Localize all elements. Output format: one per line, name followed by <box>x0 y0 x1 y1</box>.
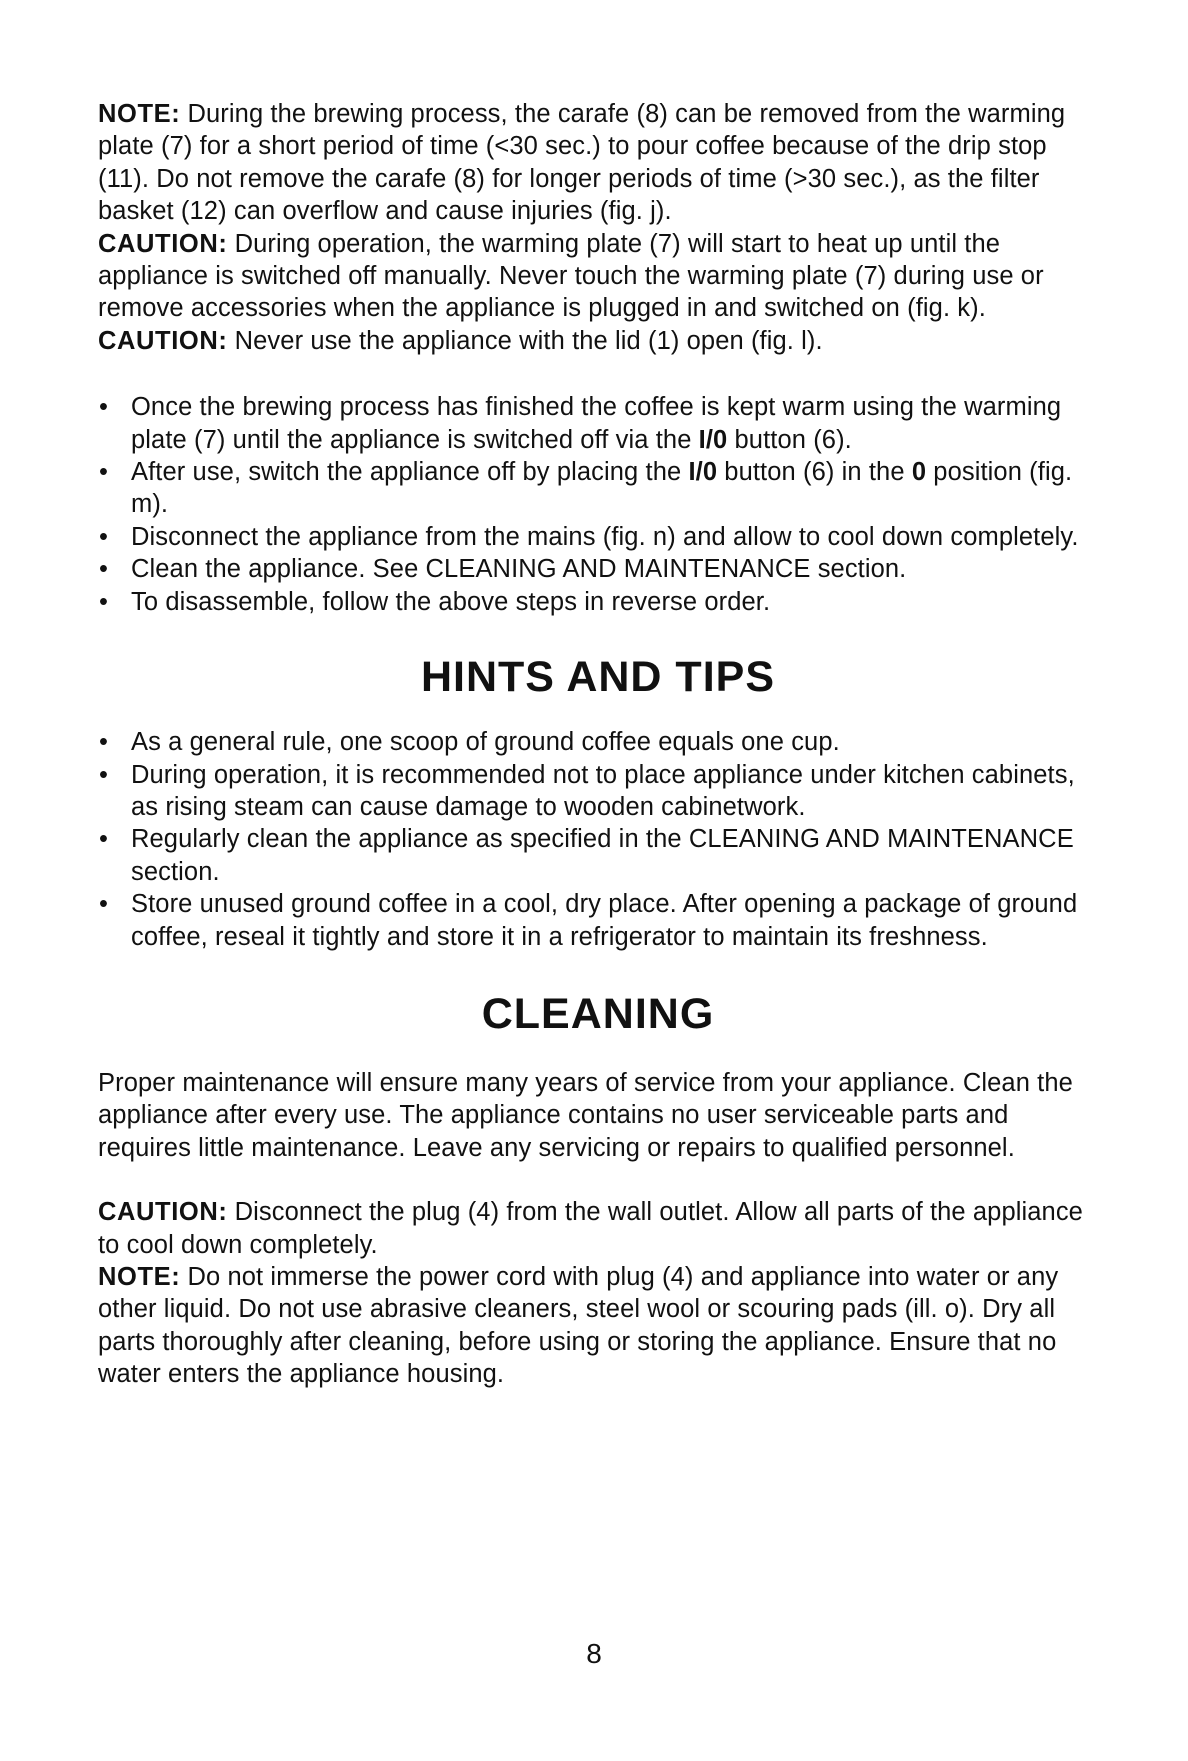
bullet-icon: • <box>99 587 109 616</box>
list-item: • To disassemble, follow the above steps in reverse order. <box>98 586 1098 618</box>
list-item: • After use, switch the appliance off by placing the I/0 button (6) in the 0 position (fig. m). <box>99 458 1073 519</box>
note-text: During the brewing process, the carafe (8) can be removed from the warming plate (7) for a short period of time (<30 sec.) to pour coffee because of the drip stop (11). Do not remove the carafe (8) for longer periods of time (>30 sec.), as the filter basket (12) can overflow and cause injuries (fig. j). <box>98 100 1066 226</box>
list-item: • Disconnect the appliance from the mains (fig. n) and allow to cool down completely. <box>98 521 1098 553</box>
bullet-icon: • <box>99 890 109 919</box>
list-item: • Once the brewing process has finished the coffee is kept warm using the warming plate (7) until the appliance is switched off via the I/0 button (6). <box>99 393 1062 454</box>
caution-label: CAUTION: <box>98 229 228 258</box>
cleaning-intro-paragraph: Proper maintenance will ensure many years of service from your appliance. Clean the appliance after every use. The appliance contains no user serviceable parts and requires little maintenance. Leave any servicing or repairs to qualified personnel. <box>98 1068 1073 1162</box>
hints-list <box>98 726 1098 953</box>
zero-position-label: 0 <box>911 458 927 487</box>
list-item: • Regularly clean the appliance as specified in the CLEANING AND MAINTENANCE section. <box>99 825 1074 886</box>
cleaning-caution-paragraph <box>98 1196 1098 1261</box>
list-item: • Clean the appliance. See CLEANING AND MAINTENANCE section. <box>98 553 1098 585</box>
caution-paragraph-warming-plate <box>98 228 1098 325</box>
caution-text: Disconnect the plug (4) from the wall outlet. Allow all parts of the appliance to cool down completely. <box>98 1198 1083 1259</box>
bullet-icon: • <box>99 458 109 487</box>
section-heading-cleaning: CLEANING <box>481 989 715 1038</box>
note-label: NOTE: <box>98 100 181 128</box>
operation-steps-list <box>98 391 1098 618</box>
bullet-icon: • <box>99 522 109 551</box>
bullet-icon: • <box>99 825 109 854</box>
page-content <box>98 98 1098 1391</box>
note-text: Do not immerse the power cord with plug (4) and appliance into water or any other liquid. Do not use abrasive cleaners, steel wool or scouring pads (ill. o). Dry all parts thoroughly after cleaning, before using or storing the appliance. Ensure that no water enters the appliance housing. <box>98 1262 1059 1389</box>
page-number: 8 <box>586 1638 602 1669</box>
caution-label: CAUTION: <box>98 1198 228 1227</box>
list-item: • As a general rule, one scoop of ground coffee equals one cup. <box>98 726 1098 758</box>
caution-text: During operation, the warming plate (7) will start to heat up until the appliance is switched off manually. Never touch the warming plate (7) during use or remove accessories when the appliance is plugged in and switched on (fig. k). <box>98 229 1044 323</box>
note-paragraph <box>98 98 1098 228</box>
bullet-icon: • <box>99 555 109 584</box>
list-item: • Store unused ground coffee in a cool, dry place. After opening a package of ground coffee, reseal it tightly and store it in a refrigerator to maintain its freshness. <box>99 890 1078 951</box>
caution-paragraph-lid <box>98 325 1098 357</box>
note-label: NOTE: <box>98 1262 181 1291</box>
io-button-label: I/0 <box>698 425 728 454</box>
list-item: • During operation, it is recommended not to place appliance under kitchen cabinets, as rising steam can cause damage to wooden cabinetwork. <box>99 760 1075 821</box>
caution-label: CAUTION: <box>98 326 228 355</box>
bullet-icon: • <box>99 728 109 757</box>
bullet-icon: • <box>99 760 109 789</box>
caution-text: Never use the appliance with the lid (1) open (fig. l). <box>227 326 823 355</box>
io-button-label: I/0 <box>688 458 718 487</box>
bullet-icon: • <box>99 393 109 422</box>
section-heading-hints-and-tips: HINTS AND TIPS <box>420 653 776 702</box>
cleaning-note-paragraph <box>98 1261 1098 1391</box>
